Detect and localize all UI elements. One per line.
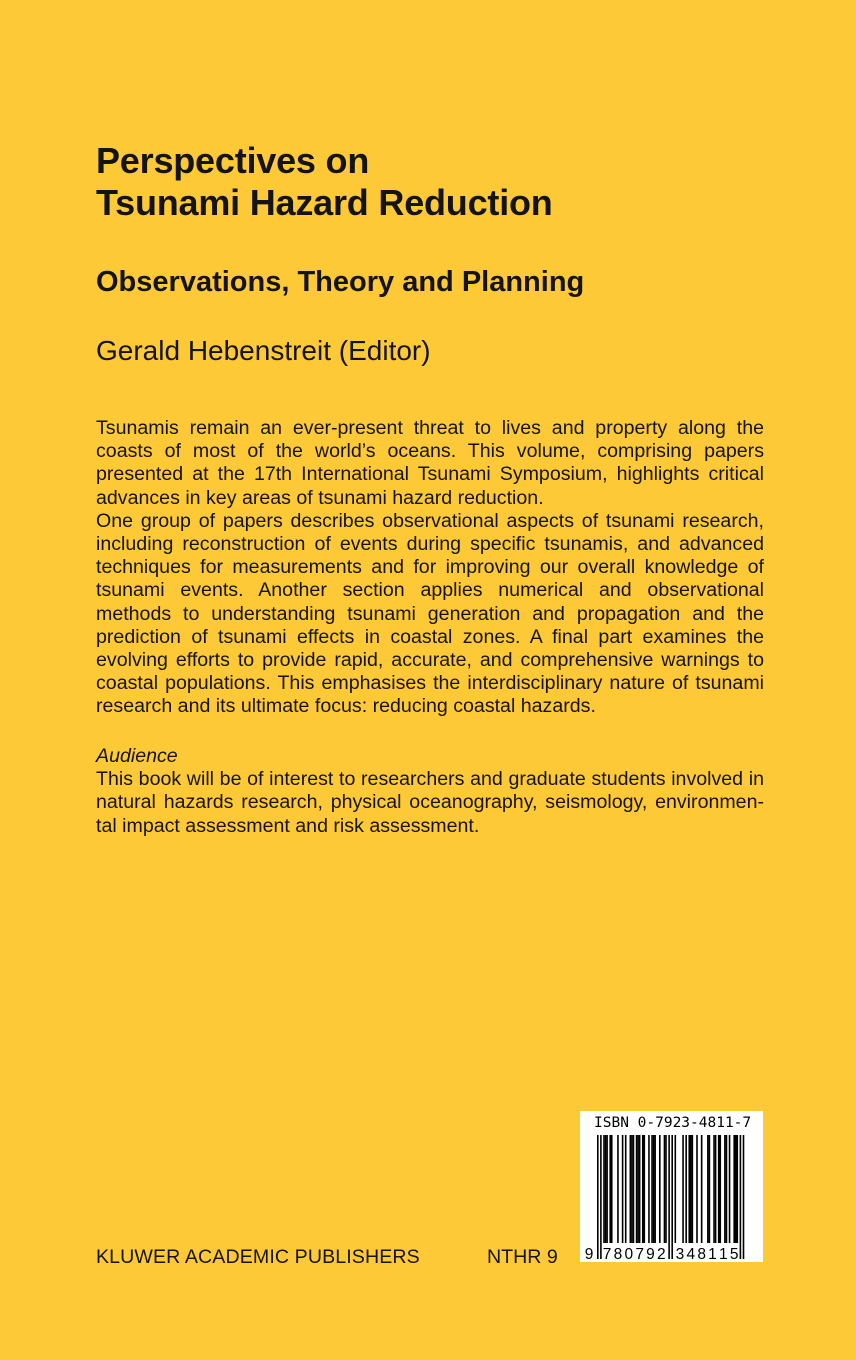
barcode-bar (648, 1135, 650, 1243)
barcode-bar (740, 1135, 742, 1259)
isbn-label: ISBN 0-7923-4811-7 (594, 1115, 752, 1131)
barcode-digit: 8 (697, 1246, 706, 1262)
barcode-bar (692, 1135, 694, 1243)
barcode-bar (713, 1135, 715, 1243)
barcode-bar (633, 1135, 635, 1243)
barcode-bar (617, 1135, 619, 1243)
barcode-bar (668, 1135, 670, 1259)
barcode-digit: 3 (675, 1246, 685, 1262)
barcode-bar (690, 1135, 692, 1243)
barcode-bar (743, 1135, 745, 1259)
barcode-bar (639, 1135, 641, 1243)
barcode-digit: 7 (635, 1246, 644, 1262)
barcode-bar (611, 1135, 613, 1243)
barcode-digit: 0 (624, 1246, 634, 1262)
book-title-line-1: Perspectives on (96, 140, 370, 181)
barcode-digit: 2 (657, 1246, 666, 1262)
barcode-digit: 1 (708, 1246, 717, 1262)
barcode-digit: 9 (584, 1246, 594, 1262)
barcode-bar (642, 1135, 644, 1243)
barcode-digit: 1 (719, 1246, 728, 1262)
audience-text: This book will be of interest to researchers and graduate students involved in natural hazards research, physical oceanography, seismology, environmen-tal impact assessment and risk assessment. (96, 768, 764, 837)
barcode-digit: 9 (646, 1246, 655, 1262)
barcode-digits (585, 1246, 739, 1262)
barcode-digit: 8 (613, 1246, 623, 1262)
barcode-bar (603, 1135, 605, 1243)
barcode-bar (631, 1135, 633, 1243)
barcode-bar (605, 1135, 607, 1243)
barcode-bar (733, 1135, 735, 1243)
barcode-bar (709, 1135, 711, 1243)
barcode-bar (701, 1135, 703, 1243)
barcode-bar (715, 1135, 717, 1243)
barcode-bar (685, 1135, 687, 1243)
barcode-bar (659, 1135, 661, 1243)
barcode-bar (625, 1135, 627, 1243)
barcode-bar (622, 1135, 624, 1243)
barcode-bar (719, 1135, 721, 1243)
barcode-bar (665, 1135, 667, 1243)
description (96, 417, 764, 719)
barcode-bar (735, 1135, 737, 1243)
barcode-digit: 5 (729, 1246, 739, 1262)
barcode-digit: 4 (686, 1246, 696, 1262)
barcode-bar (654, 1135, 656, 1243)
barcode-digit: 7 (602, 1246, 612, 1262)
barcode-icon (580, 1133, 763, 1262)
barcode-bar (675, 1135, 677, 1243)
barcode-bar (636, 1135, 638, 1243)
series-number: NTHR 9 (487, 1246, 558, 1268)
barcode-bar (637, 1135, 639, 1243)
barcode-bar (609, 1135, 611, 1243)
publisher-name: KLUWER ACADEMIC PUBLISHERS (96, 1246, 420, 1268)
barcode-bar (651, 1135, 653, 1243)
description-paragraph-1: Tsunamis remain an ever-present threat to lives and property along the coasts of most of the world’s oceans. This volume, comprising papers presented at the 17th International Tsunami Symposium, highlights critical advances in key areas of tsunami hazard reduction. (96, 417, 764, 509)
book-title-line-2: Tsunami Hazard Reduction (96, 182, 553, 223)
barcode-bar (630, 1135, 632, 1243)
barcode-bar (737, 1135, 739, 1243)
barcode-bar (729, 1135, 731, 1243)
barcode-bar (724, 1135, 726, 1243)
description-paragraph-2: One group of papers describes observational aspects of tsunami research, including reconstruction of events during specific tsunamis, and advanced techniques for measurements and for improving our overall knowledge of tsunami events. Another section applies numerical and observational methods to understanding tsunami generation and propagation and the prediction of tsunami effects in coastal zones. A final part examines the evolving efforts to provide rapid, accurate, and comprehensive warnings to coastal populations. This emphasises the interdisciplinary nature of tsunami research and its ultimate focus: reducing coastal hazards. (96, 509, 764, 718)
barcode-bar (653, 1135, 655, 1243)
book-subtitle: Observations, Theory and Planning (96, 266, 585, 298)
barcode-box (580, 1111, 763, 1262)
audience-heading: Audience (96, 745, 178, 767)
audience-section (96, 745, 764, 838)
barcode-bar (726, 1135, 728, 1243)
barcode-bar (664, 1135, 666, 1243)
barcode-bar (644, 1135, 646, 1243)
barcode-bars (597, 1135, 744, 1259)
barcode-bar (696, 1135, 698, 1243)
barcode-bar (682, 1135, 684, 1243)
barcode-bar (671, 1135, 673, 1259)
barcode-bar (688, 1135, 690, 1243)
barcode-bar (707, 1135, 709, 1243)
barcode-bar (600, 1135, 602, 1259)
barcode-bar (597, 1135, 599, 1259)
book-editor: Gerald Hebenstreit (Editor) (96, 335, 431, 366)
barcode-bar (718, 1135, 720, 1243)
barcode-bar (606, 1135, 608, 1243)
book-title (96, 140, 776, 224)
